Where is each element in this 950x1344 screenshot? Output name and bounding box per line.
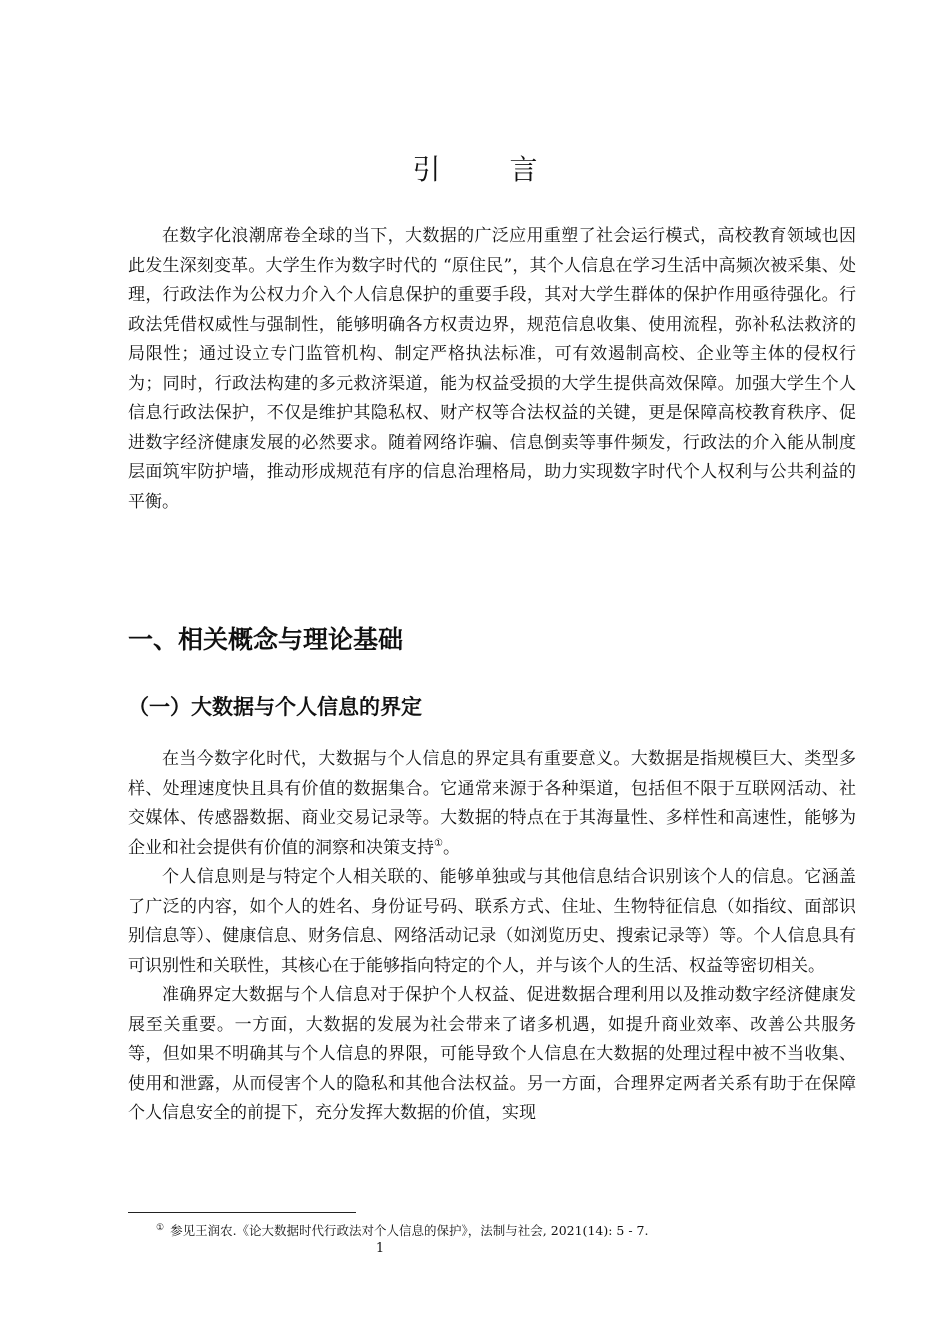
footnote (156, 1222, 856, 1240)
intro-paragraph: 在数字化浪潮席卷全球的当下，大数据的广泛应用重塑了社会运行模式，高校教育领域也因此发生深刻变革。大学生作为数字时代的 “原住民”，其个人信息在学习生活中高频次被采集、处理，行政法作为公权力介入个人信息保护的重要手段，其对大学生群体的保护作用亟待强化。行政法凭借权威性与强制性，能够明确各方权责边界，规范信息收集、使用流程，弥补私法救济的局限性；通过设立专门监管机构、制定严格执法标准，可有效遏制高校、企业等主体的侵权行为；同时，行政法构建的多元救济渠道，能为权益受损的大学生提供高效保障。加强大学生个人信息行政法保护，不仅是维护其隐私权、财产权等合法权益的关键，更是保障高校教育秩序、促进数字经济健康发展的必然要求。随着网络诈骗、信息倒卖等事件频发，行政法的介入能从制度层面筑牢防护墙，推动形成规范有序的信息治理格局，助力实现数字时代个人权利与公共利益的平衡。 (128, 226, 856, 512)
footnote-text: 参见王润农.《论大数据时代行政法对个人信息的保护》，法制与社会, 2021(14): 5 - 7. (170, 1223, 649, 1238)
body-paragraph-1 (128, 745, 856, 863)
footnote-divider (128, 1212, 356, 1213)
page-title: 引 言 (412, 153, 568, 186)
subsection-body (128, 745, 856, 1129)
footnote-reference[interactable]: ① (434, 837, 443, 849)
section-heading: 一、相关概念与理论基础 (128, 625, 404, 654)
subsection-heading: （一）大数据与个人信息的界定 (128, 695, 422, 719)
body-paragraph-3: 准确界定大数据与个人信息对于保护个人权益、促进数据合理利用以及推动数字经济健康发展至关重要。一方面，大数据的发展为社会带来了诸多机遇，如提升商业效率、改善公共服务等，但如果不明确其与个人信息的界限，可能导致个人信息在大数据的处理过程中被不当收集、使用和泄露，从而侵害个人的隐私和其他合法权益。另一方面，合理界定两者关系有助于在保障个人信息安全的前提下，充分发挥大数据的价值，实现 (128, 985, 856, 1123)
body-paragraph-1-end: 。 (442, 837, 460, 858)
body-paragraph-2: 个人信息则是与特定个人相关联的、能够单独或与其他信息结合识别该个人的信息。它涵盖了广泛的内容，如个人的姓名、身份证号码、联系方式、住址、生物特征信息（如指纹、面部识别信息等）、健康信息、财务信息、网络活动记录（如浏览历史、搜索记录等）等。个人信息具有可识别性和关联性，其核心在于能够指向特定的个人，并与该个人的生活、权益等密切相关。 (128, 867, 856, 976)
intro-section (128, 222, 856, 517)
body-paragraph-1-text: 在当今数字化时代，大数据与个人信息的界定具有重要意义。大数据是指规模巨大、类型多样、处理速度快且具有价值的数据集合。它通常来源于各种渠道，包括但不限于互联网活动、社交媒体、传感器数据、商业交易记录等。大数据的特点在于其海量性、多样性和高速性，能够为企业和社会提供有价值的洞察和决策支持 (128, 749, 856, 858)
page-number: 1 (375, 1241, 385, 1256)
footnote-mark: ① (156, 1223, 165, 1233)
